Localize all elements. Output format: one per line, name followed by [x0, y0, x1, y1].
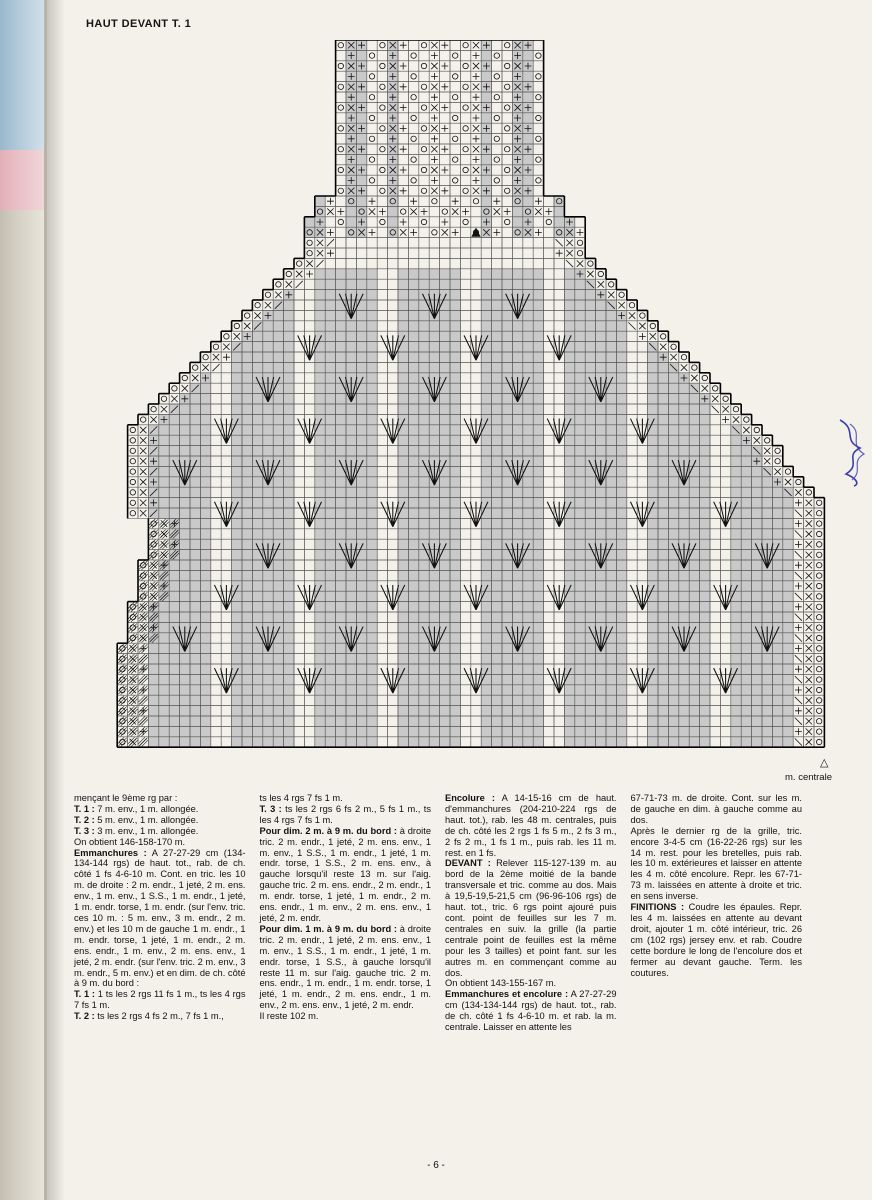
instruction-paragraph: DEVANT : Relever 115-127-139 m. au bord de la 2ème moitié de la bande transversale et tric. comme au dos. Mais à 19,5-19,5-21,5 cm (96-96-106 rgs) de haut. tot., tric. 6 rgs point ajouré puis cont. point de feuilles sur les 7 m. centrales en suiv. la grille (la partie centrale point de feuilles est la même pour les 3 tailles) et point fant. sur les autres m. en commençant comme au dos.: [445, 858, 617, 978]
instruction-paragraph: FINITIONS : Coudre les épaules. Repr. les 4 m. laissées en attente au devant droit, ajouter 1 m. côté intérieur, tric. 26 cm (102 rgs) jersey env. et rab. Coudre cette bordure le long de l'encolure dos et fermer au devant gauche. Term. les coutures.: [630, 902, 802, 978]
binding-pink-band: [0, 150, 46, 210]
instruction-paragraph: T. 2 : 5 m. env., 1 m. allongée.: [74, 814, 199, 825]
instruction-paragraph: T. 1 : 7 m. env., 1 m. allongée.: [74, 803, 199, 814]
instruction-paragraph: T. 3 : ts les 2 rgs 6 fs 2 m., 5 fs 1 m., ts les 4 rgs 7 fs 1 m.: [259, 803, 431, 825]
instruction-paragraph: On obtient 146-158-170 m.: [74, 836, 186, 847]
instruction-paragraph: 67-71-73 m. de droite. Cont. sur les m. de gauche en dim. à gauche comme au dos.: [630, 793, 802, 825]
instruction-paragraph: ts les 4 rgs 7 fs 1 m.: [259, 793, 343, 803]
instructions-column-1: [74, 793, 246, 1161]
instruction-paragraph: Encolure : A 14-15-16 cm de haut. d'emmanchures (204-210-224 rgs de haut. tot.), rab. les 48 m. centrales, puis de ch. côté les 2 rgs 1 fs 5 m., 2 fs 3 m., 2 fs 2 m., 1 fs 1 m., puis rab. les 11 m. rest. en 1 fs.: [445, 793, 617, 858]
chart-title: HAUT DEVANT T. 1: [86, 18, 192, 30]
binding-blue-band: [0, 0, 46, 150]
instruction-paragraph: T. 3 : 3 m. env., 1 m. allongée.: [74, 825, 199, 836]
instructions-columns: [74, 793, 802, 1161]
instruction-paragraph: mençant le 9ème rg par :: [74, 793, 178, 803]
pen-scribble: [836, 418, 870, 488]
stitch-chart: [86, 40, 846, 770]
center-stitch-arrow-icon: △: [820, 757, 829, 769]
instruction-paragraph: Après le dernier rg de la grille, tric. encore 3-4-5 cm (16-22-26 rgs) sur les 14 m. rest. pour les bretelles, puis rab. les 10 m. extérieures et laisser en attente les 4 m. côté encolure. Repr. les 67-71-73 m. laissées en attente à droite et tric. en sens inverse.: [630, 825, 802, 902]
instructions-column-2: [260, 793, 432, 1161]
instructions-column-4: [631, 793, 803, 1161]
binding-strip: [0, 0, 46, 1200]
page-gutter-shadow: [47, 0, 65, 1200]
instruction-paragraph: Pour dim. 1 m. à 9 m. du bord : à droite tric. 2 m. endr., 1 jeté, 2 m. ens. env., 1 m. env., 1 S.S., 1 m. endr., 1 jeté, 1 m. endr. torse, 1 S.S., à gauche lorsqu'il reste 11 m. sur l'aig. gauche tric. 2 m. ens. endr., 1 m. endr., 1 m. endr. torse, 1 jeté, 1 m. endr., 2 m. ens. endr., 1 m. env., 2 m. ens. env., 1 jeté, 2 m. endr.: [259, 923, 431, 1011]
instruction-paragraph: Emmanchures : A 27-27-29 cm (134-134-144 rgs) de haut. tot., rab. de ch. côté 1 fs 4-6-10 m. Cont. en tric. les 10 m. de droite : 2 m. endr., 1 jeté, 2 m. ens. env., 1 m. env., 1 S.S., 1 m. endr., 1 jeté, 1 m. endr. torse, 1 m. endr. (sur l'env. tric. ces 10 m. : 5 m. env., 3 m. endr., 2 m. env.) et les 10 m de gauche 1 m. endr., 1 m. endr. torse, 1 jeté, 1 m. endr., 2 m. ens. endr., 1 m. env., 2 m. ens. env., 1 jeté, 2 m. endr. (sur l'env. tric. 2 m. env., 3 m. endr., 5 m. env.) et en dim. de ch. côté à 9 m. du bord :: [74, 847, 246, 989]
center-stitch-label: m. centrale: [785, 772, 832, 783]
instruction-paragraph: Emmanchures et encolure : A 27-27-29 cm (134-134-144 rgs) de haut. tot., rab. de ch. côté 1 fs 4-6-10 m. et rab. la m. centrale. Laisser en attente les: [445, 989, 617, 1033]
binding-grey-band: [0, 210, 46, 1200]
stitch-chart-svg: [86, 40, 846, 770]
instruction-paragraph: Il reste 102 m.: [259, 1011, 319, 1022]
instruction-paragraph: Pour dim. 2 m. à 9 m. du bord : à droite tric. 2 m. endr., 1 jeté, 2 m. ens. env., 1 m. env., 1 S.S., 1 m. endr., 1 jeté, 1 m. endr. torse, 1 S.S., 2 m. ens. env., à gauche lorsqu'il reste 13 m. sur l'aig. gauche tric. 2 m. ens. endr., 2 m. endr., 1 m. endr. torse, 1 jeté, 1 m. endr., 2 m. ens. endr., 1 m. env., 2 m. ens. env., 1 jeté, 2 m. endr.: [259, 825, 431, 923]
instruction-paragraph: On obtient 143-155-167 m.: [445, 978, 557, 989]
instruction-paragraph: T. 2 : ts les 2 rgs 4 fs 2 m., 7 fs 1 m.,: [74, 1011, 224, 1022]
instruction-paragraph: T. 1 : 1 ts les 2 rgs 11 fs 1 m., ts les 4 rgs 7 fs 1 m.: [74, 989, 246, 1011]
page-number: - 6 -: [427, 1160, 445, 1171]
instructions-column-3: [445, 793, 617, 1161]
